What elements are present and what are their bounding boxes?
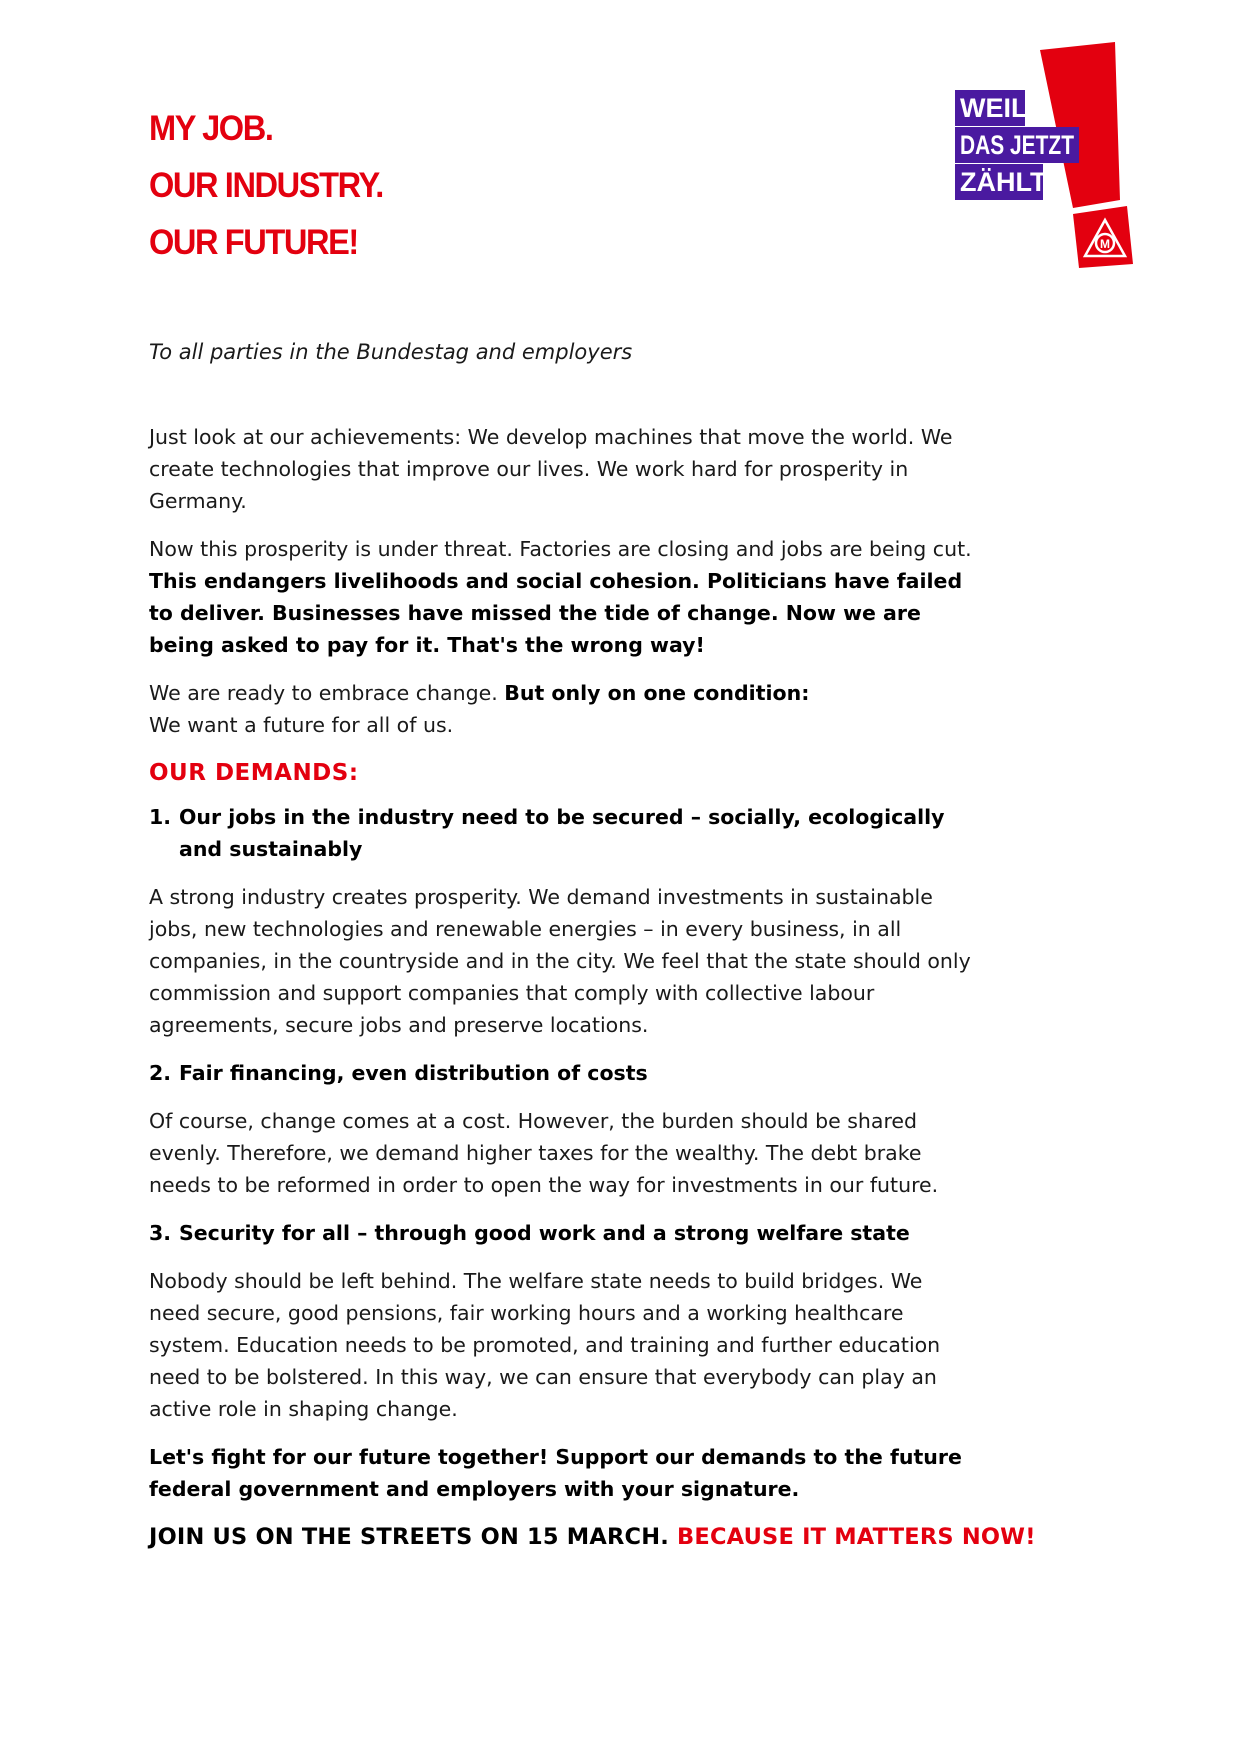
intro-paragraph-1: Just look at our achievements: We develop machines that move the world. We create technologies that improve our lives. We work hard for prosperity in Germany. xyxy=(149,425,953,513)
closing-paragraph xyxy=(149,1441,979,1505)
demand-2-heading xyxy=(149,1057,979,1089)
headline xyxy=(149,100,383,271)
closing-text: Let's fight for our future together! Support our demands to the future federal government and employers with your signature. xyxy=(149,1445,962,1501)
logo-line-2: DAS JETZT xyxy=(960,130,1075,160)
demand-1-title: Our jobs in the industry need to be secured – socially, ecologically and sustainably xyxy=(179,805,945,861)
intro-paragraph-3-bold: But only on one condition: xyxy=(504,681,810,705)
logo-line-3: ZÄHLT. xyxy=(960,167,1051,197)
demand-3-number: 3. xyxy=(149,1221,172,1245)
intro-paragraph-2-bold: This endangers livelihoods and social cohesion. Politicians have failed to deliver. Businesses have missed the tide of change. Now we are being asked to pay for it. That's the wrong way! xyxy=(149,569,963,657)
headline-line-1: MY JOB. xyxy=(149,109,273,148)
demand-2-text: Of course, change comes at a cost. However, the burden should be shared evenly. Therefore, we demand higher taxes for the wealthy. The debt brake needs to be reformed in order to open the way for investments in our future. xyxy=(149,1109,939,1197)
demand-2-title: Fair financing, even distribution of costs xyxy=(179,1061,648,1085)
demand-1-number: 1. xyxy=(149,805,172,829)
intro-paragraph-3-plain: We are ready to embrace change. xyxy=(149,681,498,705)
final-call-red: BECAUSE IT MATTERS NOW! xyxy=(677,1524,1036,1550)
intro-paragraph-2 xyxy=(149,533,979,661)
demand-3-text: Nobody should be left behind. The welfare state needs to build bridges. We need secure, good pensions, fair working hours and a working healthcare system. Education needs to be promoted, and training and further education need to be bolstered. In this way, we can ensure that everybody can play an active role in shaping change. xyxy=(149,1269,941,1421)
addressee-line: To all parties in the Bundestag and employers xyxy=(149,340,633,364)
final-call-black: JOIN US ON THE STREETS ON 15 MARCH. xyxy=(149,1524,669,1550)
exclamation-bar-icon xyxy=(1040,42,1120,208)
intro-paragraph-3 xyxy=(149,677,979,741)
logo-line-1: WEIL xyxy=(960,93,1028,123)
demand-1-heading xyxy=(149,801,979,865)
demand-3-title: Security for all – through good work and a strong welfare state xyxy=(179,1221,910,1245)
headline-line-3: OUR FUTURE! xyxy=(149,223,358,262)
demands-title: OUR DEMANDS: xyxy=(149,760,359,786)
svg-text:M: M xyxy=(1100,237,1110,251)
weil-das-jetzt-zaehlt-logo xyxy=(955,42,1155,272)
demand-2-number: 2. xyxy=(149,1061,172,1085)
letter-body xyxy=(149,421,1036,1553)
intro-paragraph-2-plain: Now this prosperity is under threat. Factories are closing and jobs are being cut. xyxy=(149,537,972,561)
demand-3-heading xyxy=(149,1217,979,1249)
intro-paragraph-3-line2: We want a future for all of us. xyxy=(149,713,454,737)
final-call xyxy=(149,1521,1036,1553)
headline-line-2: OUR INDUSTRY. xyxy=(149,166,383,205)
demand-1-text: A strong industry creates prosperity. We demand investments in sustainable jobs, new technologies and renewable energies – in every business, in all companies, in the countryside and in the city. We feel that the state should only commission and support companies that comply with collective labour agreements, secure jobs and preserve locations. xyxy=(149,885,971,1037)
